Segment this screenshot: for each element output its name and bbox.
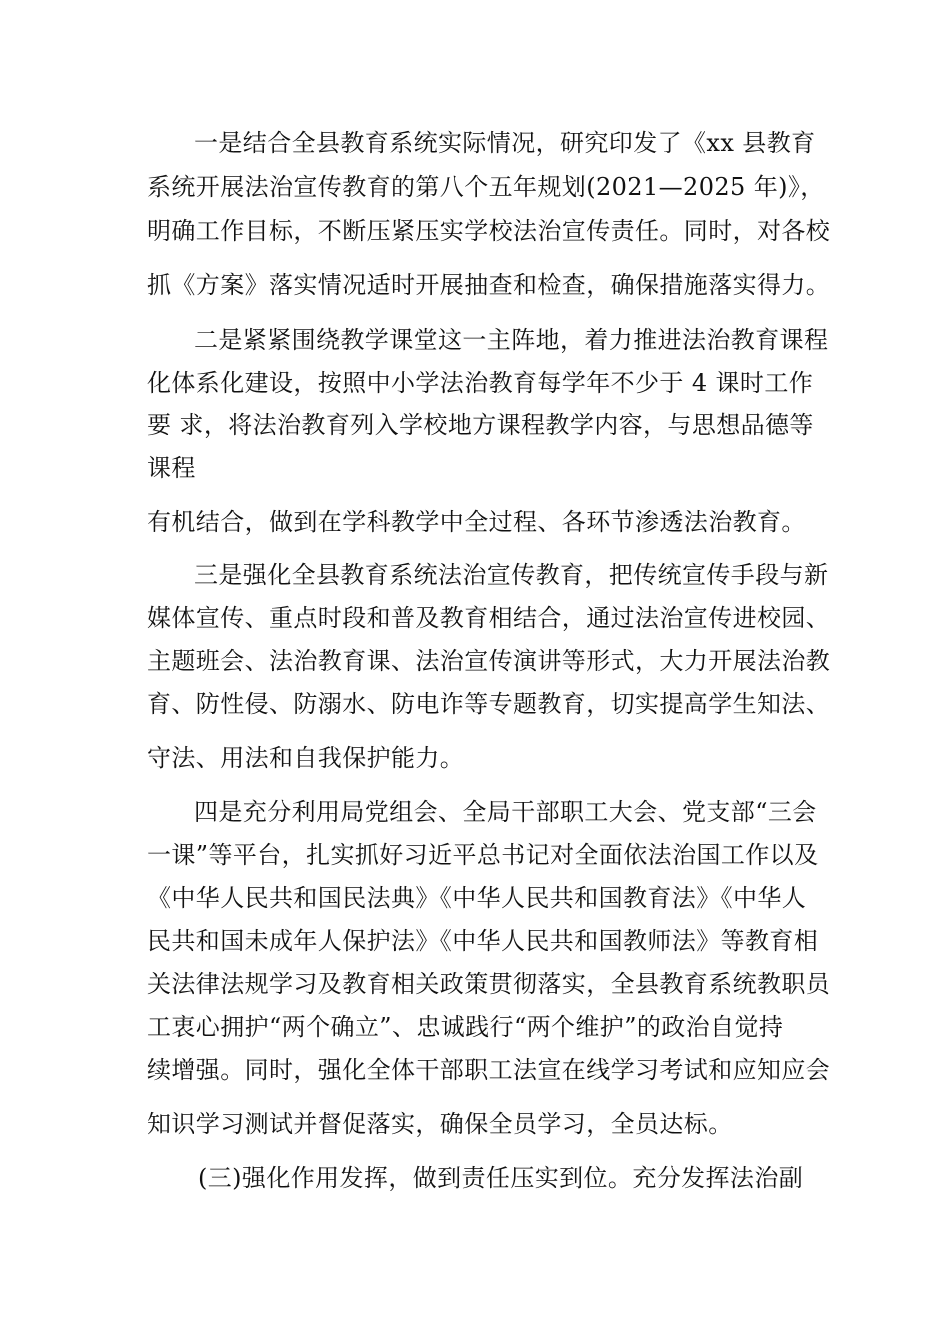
- text-line-3: 明确工作目标，不断压紧压实学校法治宣传责任。同时，对各校: [147, 217, 831, 245]
- text-line-9: 有机结合，做到在学科教学中全过程、各环节渗透法治教育。: [147, 508, 806, 536]
- text-line-13: 育、防性侵、防溺水、防电诈等专题教育，切实提高学生知法、: [147, 690, 831, 718]
- text-line-8: 课程: [147, 454, 196, 482]
- text-line-14: 守法、用法和自我保护能力。: [147, 744, 465, 772]
- text-line-16: 一课”等平台，扎实抓好习近平总书记对全面依法治国工作以及: [147, 841, 819, 869]
- text-line-4: 抓《方案》落实情况适时开展抽查和检查，确保措施落实得力。: [147, 271, 831, 299]
- text-line-1: 一是结合全县教育系统实际情况，研究印发了《xx 县教育: [194, 129, 816, 157]
- text-line-17: 《中华人民共和国民法典》《中华人民共和国教育法》《中华人: [147, 884, 807, 912]
- text-line-12: 主题班会、法治教育课、法治宣传演讲等形式，大力开展法治教: [147, 647, 831, 675]
- text-line-18: 民共和国未成年人保护法》《中华人民共和国教师法》等教育相: [147, 927, 819, 955]
- text-line-7: 要 求，将法治教育列入学校地方课程教学内容，与思想品德等: [147, 411, 814, 439]
- text-line-20: 工衷心拥护“两个确立”、忠诚践行“两个维护”的政治自觉持: [147, 1013, 784, 1041]
- text-line-21: 续增强。同时，强化全体干部职工法宣在线学习考试和应知应会: [147, 1056, 831, 1084]
- text-line-5: 二是紧紧围绕教学课堂这一主阵地，着力推进法治教育课程: [194, 326, 829, 354]
- text-line-23: (三)强化作用发挥，做到责任压实到位。充分发挥法治副: [198, 1164, 804, 1192]
- text-line-15: 四是充分利用局党组会、全局干部职工大会、党支部“三会: [194, 798, 817, 826]
- text-line-22: 知识学习测试并督促落实，确保全员学习，全员达标。: [147, 1110, 733, 1138]
- text-line-6: 化体系化建设，按照中小学法治教育每学年不少于 4 课时工作: [147, 369, 814, 397]
- text-line-10: 三是强化全县教育系统法治宣传教育，把传统宣传手段与新: [194, 561, 829, 589]
- text-line-11: 媒体宣传、重点时段和普及教育相结合，通过法治宣传进校园、: [147, 604, 831, 632]
- text-line-2: 系统开展法治宣传教育的第八个五年规划(2021—2025 年)》，: [147, 173, 825, 201]
- text-line-19: 关法律法规学习及教育相关政策贯彻落实，全县教育系统教职员: [147, 970, 831, 998]
